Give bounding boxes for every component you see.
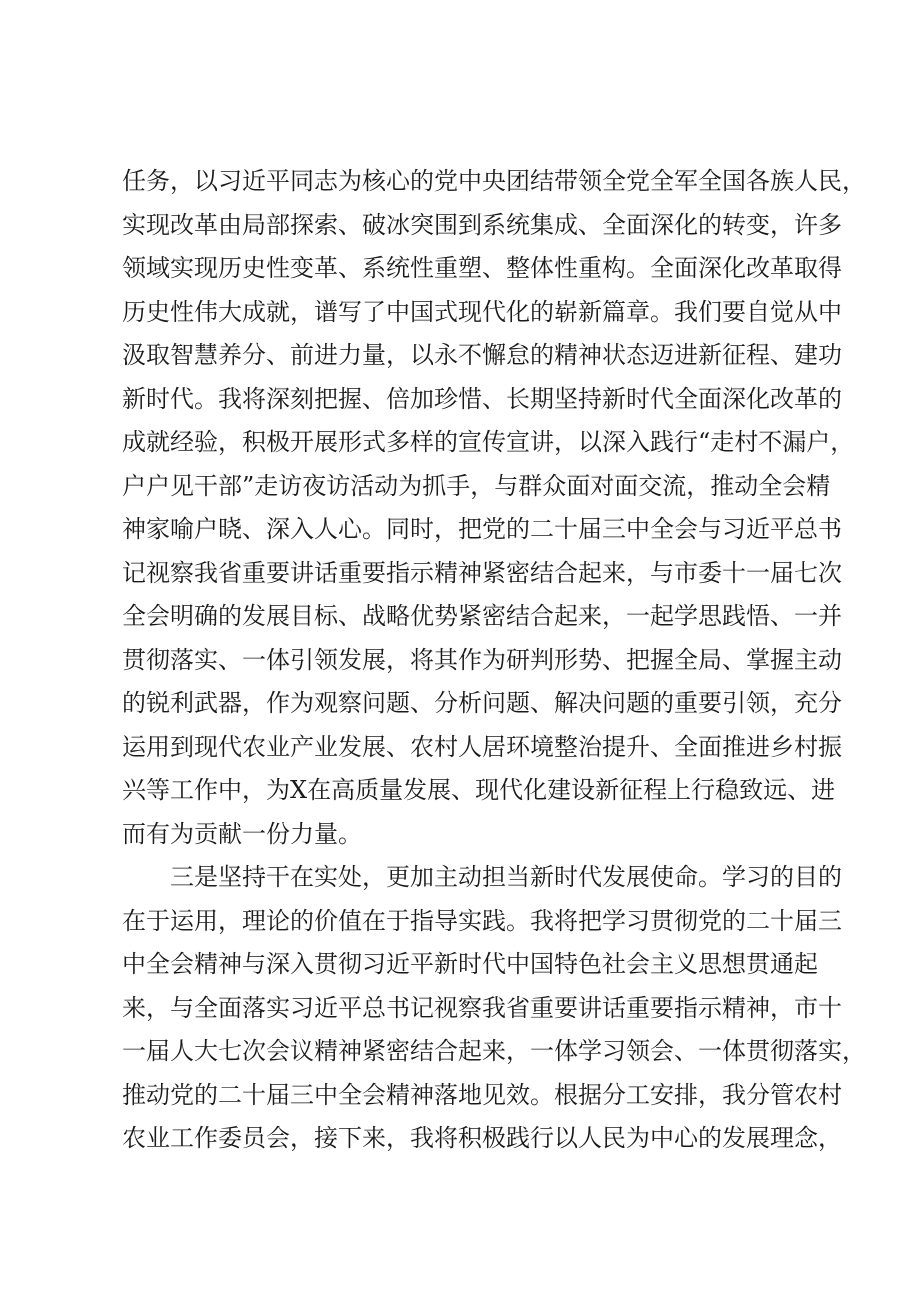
text-line: 记视察我省重要讲话重要指示精神紧密结合起来，与市委十一届七次 (122, 558, 842, 587)
text-line: 新时代。我将深刻把握、倍加珍惜、长期坚持新时代全面深化改革的 (122, 384, 842, 413)
text-line: 任务，以习近平同志为核心的党中央团结带领全党全军全国各族人民， (122, 167, 866, 195)
text-line: 户户见干部”走访夜访活动为抓手，与群众面对面交流，推动全会精 (122, 471, 831, 500)
text-line: 成就经验，积极开展形式多样的宣传宣讲，以深入践行“走村不漏户， (122, 428, 855, 456)
text-line: 来，与全面落实习近平总书记视察我省重要讲话重要指示精神，市十 (122, 993, 842, 1022)
text-line: 三是坚持干在实处，更加主动担当新时代发展使命。学习的目的 (170, 863, 842, 891)
text-line: 运用到现代农业产业发展、农村人居环境整治提升、全面推进乡村振 (122, 732, 842, 761)
document-body (122, 160, 866, 1161)
text-line: 一届人大七次会议精神紧密结合起来，一体学习领会、一体贯彻落实， (122, 1037, 866, 1065)
text-line: 在于运用，理论的价值在于指导实践。我将把学习贯彻党的二十届三 (122, 906, 842, 935)
text-line: 汲取智慧养分、前进力量，以永不懈怠的精神状态迈进新征程、建功 (122, 341, 842, 369)
text-line: 而有为贡献一份力量。 (122, 819, 362, 848)
text-line: 实现改革由局部探索、破冰突围到系统集成、全面深化的转变，许多 (122, 210, 842, 239)
text-line: 历史性伟大成就，谱写了中国式现代化的崭新篇章。我们要自觉从中 (122, 297, 842, 326)
text-line: 的锐利武器，作为观察问题、分析问题、解决问题的重要引领，充分 (122, 689, 842, 717)
text-line: 兴等工作中，为X在高质量发展、现代化建设新征程上行稳致远、进 (122, 776, 836, 804)
text-line: 中全会精神与深入贯彻习近平新时代中国特色社会主义思想贯通起 (122, 950, 818, 978)
text-line: 推动党的二十届三中全会精神落地见效。根据分工安排，我分管农村 (122, 1080, 842, 1109)
text-line: 全会明确的发展目标、战略优势紧密结合起来，一起学思践悟、一并 (122, 602, 842, 630)
text-line: 农业工作委员会，接下来，我将积极践行以人民为中心的发展理念， (122, 1124, 842, 1152)
paragraph-2 (122, 856, 866, 1161)
text-line: 神家喻户晓、深入人心。同时，把党的二十届三中全会与习近平总书 (122, 515, 842, 543)
paragraph-1 (122, 160, 866, 856)
text-line: 贯彻落实、一体引领发展，将其作为研判形势、把握全局、掌握主动 (122, 645, 842, 674)
text-line: 领域实现历史性变革、系统性重塑、整体性重构。全面深化改革取得 (122, 254, 842, 282)
